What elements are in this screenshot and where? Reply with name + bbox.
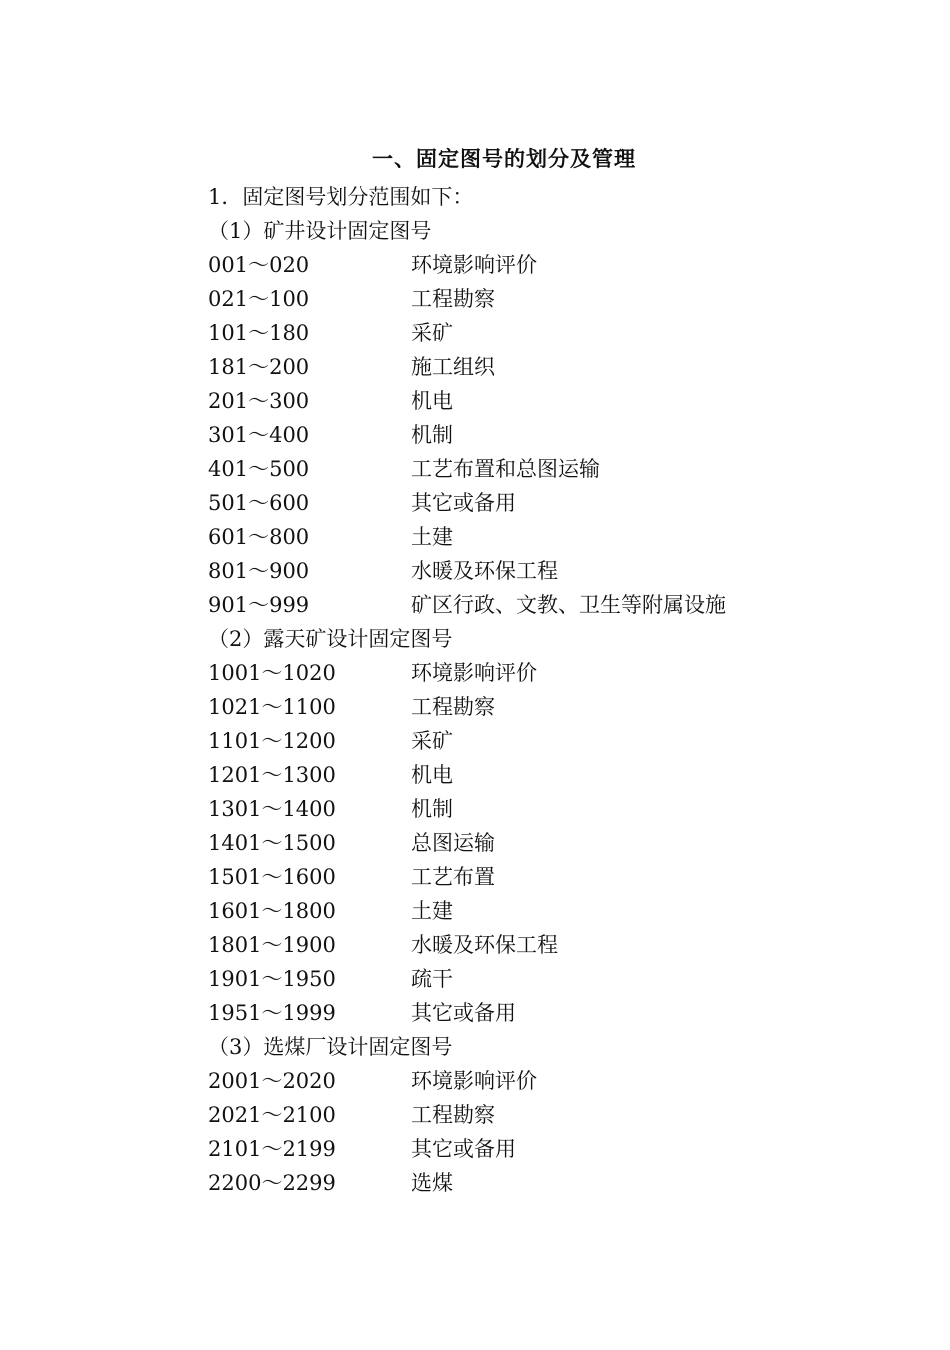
range-description: 环境影响评价 [411, 1069, 537, 1093]
number-range: 1501～1600 [208, 865, 336, 889]
number-range: 1101～1200 [208, 729, 336, 753]
range-description: 机制 [411, 797, 453, 821]
number-range: 1301～1400 [208, 797, 336, 821]
section-heading: （3）选煤厂设计固定图号 [208, 1035, 453, 1059]
range-description: 水暖及环保工程 [411, 559, 558, 583]
number-range: 2101～2199 [208, 1137, 336, 1161]
number-range: 1951～1999 [208, 1001, 336, 1025]
number-range: 601～800 [208, 525, 310, 549]
range-description: 土建 [411, 525, 453, 549]
range-description: 其它或备用 [411, 491, 516, 515]
intro-line: 1．固定图号划分范围如下： [208, 185, 474, 209]
number-range: 101～180 [208, 321, 310, 345]
range-description: 工程勘察 [411, 1103, 495, 1127]
number-range: 301～400 [208, 423, 310, 447]
range-description: 环境影响评价 [411, 661, 537, 685]
number-range: 1801～1900 [208, 933, 336, 957]
number-range: 1401～1500 [208, 831, 336, 855]
range-description: 采矿 [411, 729, 453, 753]
number-range: 2200～2299 [208, 1171, 336, 1195]
number-range: 2021～2100 [208, 1103, 336, 1127]
number-range: 401～500 [208, 457, 310, 481]
range-description: 疏干 [411, 967, 453, 991]
range-description: 其它或备用 [411, 1001, 516, 1025]
range-description: 工艺布置和总图运输 [411, 457, 600, 481]
number-range: 001～020 [208, 253, 310, 277]
range-description: 其它或备用 [411, 1137, 516, 1161]
range-description: 采矿 [411, 321, 453, 345]
range-description: 水暖及环保工程 [411, 933, 558, 957]
range-description: 环境影响评价 [411, 253, 537, 277]
number-range: 901～999 [208, 593, 310, 617]
range-description: 选煤 [411, 1171, 453, 1195]
number-range: 1001～1020 [208, 661, 336, 685]
range-description: 施工组织 [411, 355, 495, 379]
number-range: 2001～2020 [208, 1069, 336, 1093]
range-description: 工程勘察 [411, 695, 495, 719]
number-range: 021～100 [208, 287, 310, 311]
range-description: 机制 [411, 423, 453, 447]
number-range: 501～600 [208, 491, 310, 515]
number-range: 1601～1800 [208, 899, 336, 923]
number-range: 181～200 [208, 355, 310, 379]
range-description: 机电 [411, 763, 453, 787]
section-heading: （2）露天矿设计固定图号 [208, 627, 453, 651]
number-range: 1021～1100 [208, 695, 336, 719]
number-range: 1901～1950 [208, 967, 336, 991]
number-range: 201～300 [208, 389, 310, 413]
number-range: 1201～1300 [208, 763, 336, 787]
number-range: 801～900 [208, 559, 310, 583]
range-description: 总图运输 [411, 831, 495, 855]
range-description: 矿区行政、文教、卫生等附属设施 [411, 593, 726, 617]
range-description: 工程勘察 [411, 287, 495, 311]
range-description: 机电 [411, 389, 453, 413]
range-description: 工艺布置 [411, 865, 495, 889]
range-description: 土建 [411, 899, 453, 923]
page-title: 一、固定图号的划分及管理 [372, 147, 636, 171]
section-heading: （1）矿井设计固定图号 [208, 219, 432, 243]
